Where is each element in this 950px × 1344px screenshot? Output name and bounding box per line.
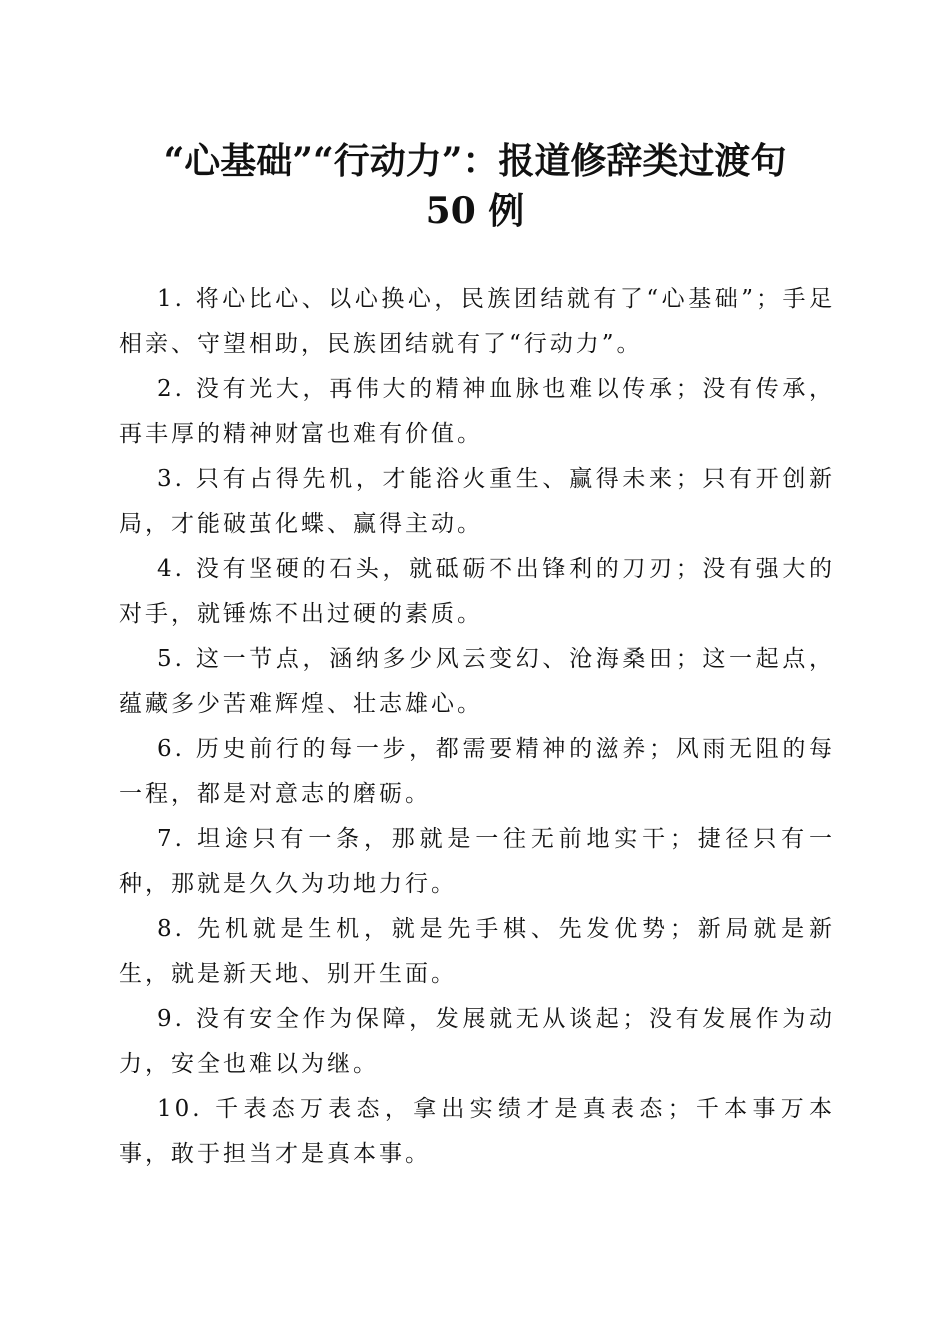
- list-item: 2. 没有光大，再伟大的精神血脉也难以传承；没有传承，再丰厚的精神财富也难有价值。: [119, 376, 835, 447]
- document-title: [110, 136, 840, 236]
- title-line-2: 50 例: [425, 190, 525, 232]
- document-body: [119, 277, 835, 1177]
- list-item: 10. 千表态万表态，拿出实绩才是真表态；千本事万本事，敢于担当才是真本事。: [119, 1096, 835, 1167]
- list-item: 9. 没有安全作为保障，发展就无从谈起；没有发展作为动力，安全也难以为继。: [119, 1006, 835, 1077]
- list-item: 5. 这一节点，涵纳多少风云变幻、沧海桑田；这一起点，蕴藏多少苦难辉煌、壮志雄心。: [119, 646, 835, 717]
- list-item: 3. 只有占得先机，才能浴火重生、赢得未来；只有开创新局，才能破茧化蝶、赢得主动。: [119, 466, 835, 537]
- list-item: 8. 先机就是生机，就是先手棋、先发优势；新局就是新生，就是新天地、别开生面。: [119, 916, 835, 987]
- list-item: 6. 历史前行的每一步，都需要精神的滋养；风雨无阻的每一程，都是对意志的磨砺。: [119, 736, 835, 807]
- list-item: 7. 坦途只有一条，那就是一往无前地实干；捷径只有一种，那就是久久为功地力行。: [119, 826, 835, 897]
- title-line-1: “心基础”“行动力”：报道修辞类过渡句: [163, 140, 787, 182]
- list-item: 1. 将心比心、以心换心，民族团结就有了“心基础”；手足相亲、守望相助，民族团结就有了“行动力”。: [119, 286, 835, 357]
- list-item: 4. 没有坚硬的石头，就砥砺不出锋利的刀刃；没有强大的对手，就锤炼不出过硬的素质。: [119, 556, 835, 627]
